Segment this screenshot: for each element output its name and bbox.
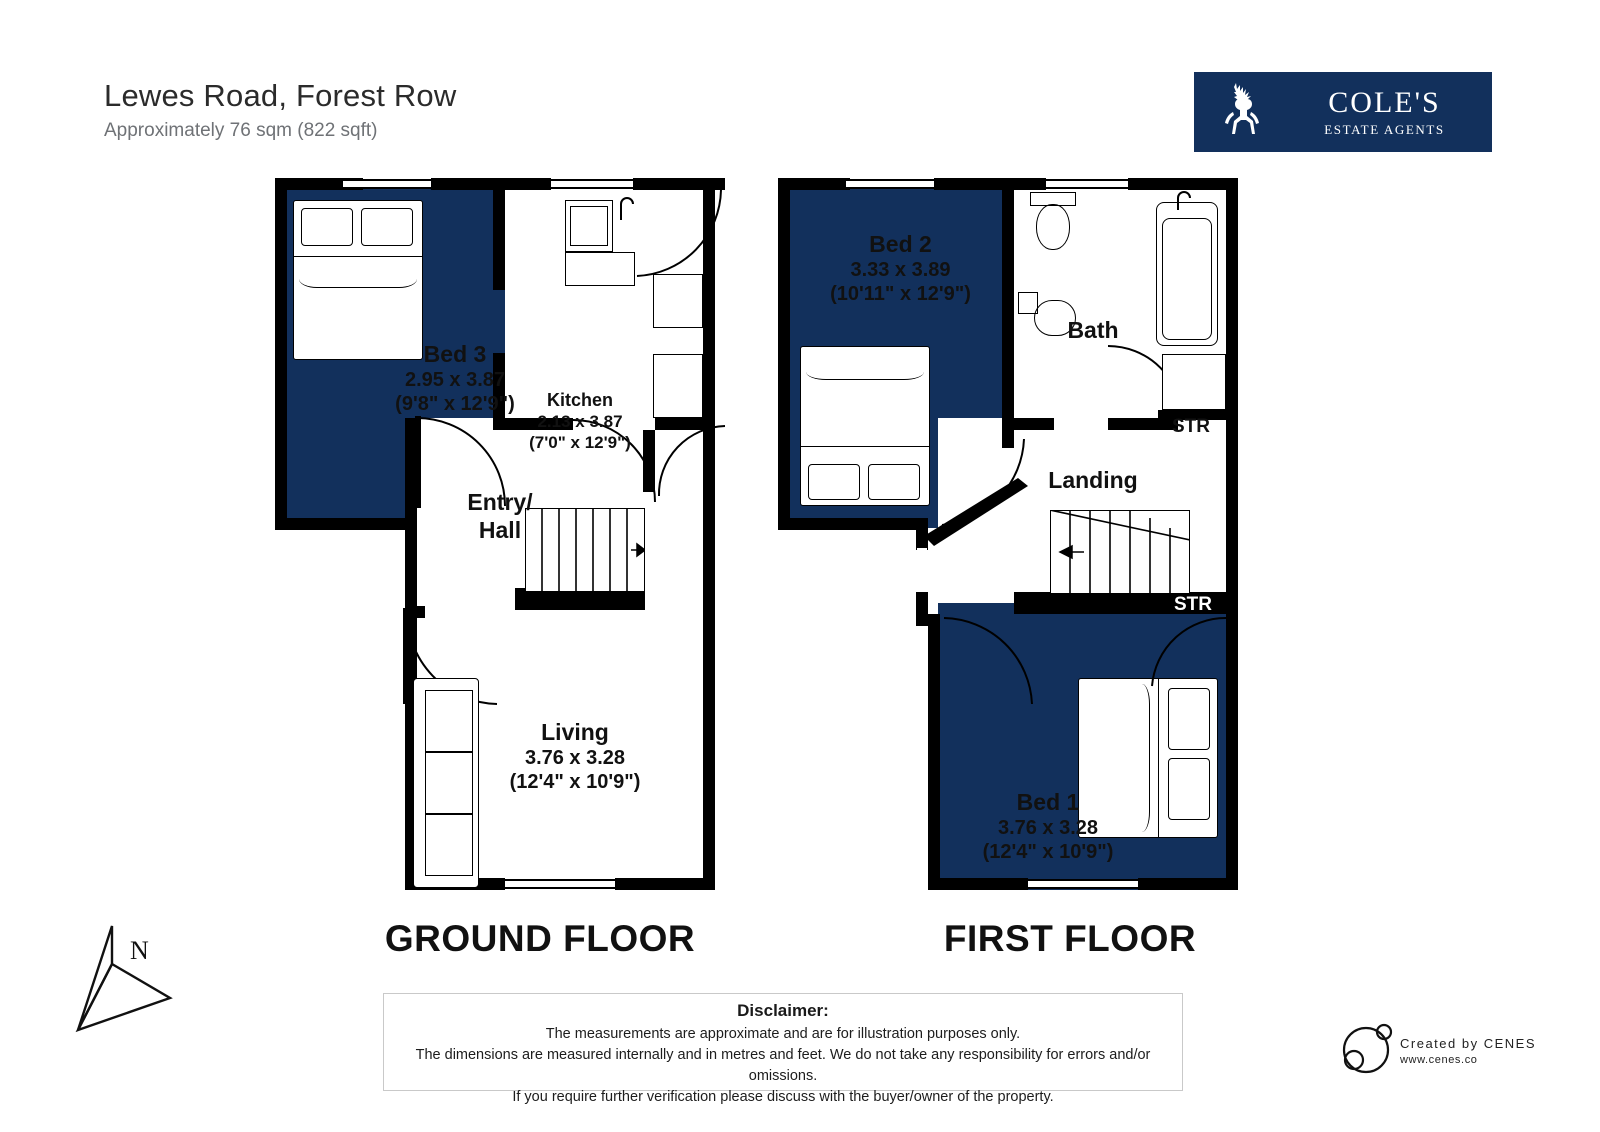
sofa-cushion-3 — [425, 814, 473, 876]
wall-landing-left-lower — [916, 592, 928, 626]
pillow-right-bed3 — [361, 208, 413, 246]
window-bath-front — [1046, 179, 1128, 189]
ground-floor-plan — [275, 178, 725, 908]
compass-letter: N — [130, 936, 149, 965]
disclaimer-box — [383, 993, 1183, 1106]
room-label-landing: Landing — [1048, 467, 1138, 493]
room-label-bed3: Bed 3 2.95 x 3.87 (9'8" x 12'9") — [395, 341, 515, 416]
pillow-bottom-bed1 — [1168, 758, 1210, 820]
kitchen-sink — [565, 252, 635, 286]
basin-counter — [1018, 292, 1038, 314]
wall-landing-bottom — [1014, 592, 1142, 614]
door-str-lower — [1148, 614, 1228, 690]
duvet-line-bed3 — [293, 256, 423, 257]
stag-icon — [1194, 81, 1289, 143]
page-subtitle: Approximately 76 sqm (822 sqft) — [104, 120, 378, 141]
room-label-bath: Bath — [1067, 317, 1119, 343]
storage-label-lower: STR — [1174, 594, 1212, 615]
brand-wordmark — [1289, 86, 1492, 138]
wall-living-bottom-right — [615, 878, 715, 890]
page-title: Lewes Road, Forest Row — [104, 78, 457, 113]
door-bed1 — [940, 614, 1036, 710]
room-label-kitchen: Kitchen 2.13 x 3.87 (7'0" x 12'9") — [529, 390, 631, 452]
room-label-living: Living 3.76 x 3.28 (12'4" x 10'9") — [509, 719, 641, 794]
pillow-right-bed2 — [868, 464, 920, 500]
wall-right-outer-first — [1226, 178, 1238, 890]
wall-bed3-bottom — [275, 518, 417, 530]
kitchen-tap-icon — [615, 194, 645, 224]
window-landing-side — [917, 546, 927, 594]
window-bed2-front — [846, 179, 934, 189]
kitchen-appliance-lines — [570, 206, 608, 246]
duvet-fold-bed2 — [806, 364, 924, 380]
wall-bed3-kitchen-divider — [493, 178, 505, 290]
window-living-rear — [505, 879, 615, 889]
duvet-fold-bed3 — [299, 270, 417, 288]
window-kitchen-front — [551, 179, 633, 189]
cenes-credit-line-1: Created by CENES — [1400, 1036, 1536, 1051]
compass-north — [70, 920, 200, 1040]
room-label-bed2: Bed 2 3.33 x 3.89 (10'11" x 12'9") — [830, 231, 971, 306]
room-label-bed1: Bed 1 3.76 x 3.28 (12'4" x 10'9") — [982, 789, 1114, 864]
cenes-logo-icon — [1338, 1020, 1396, 1078]
pillow-left-bed2 — [808, 464, 860, 500]
cenes-credit-line-2: www.cenes.co — [1400, 1054, 1478, 1066]
disclaimer-line-3: If you require further verification please discuss with the buyer/owner of the property. — [512, 1089, 1054, 1106]
wall-bath-bottom — [1014, 418, 1054, 430]
stair-treads-first — [1050, 510, 1190, 594]
wall-top-mid-first — [934, 178, 1046, 190]
wall-right-outer — [703, 178, 715, 890]
wall-top-right-first — [1128, 178, 1238, 190]
wall-top-mid — [431, 178, 551, 190]
bathtub-inner — [1162, 218, 1212, 340]
toilet — [1036, 204, 1070, 250]
cenes-credit — [1338, 1020, 1568, 1080]
wall-bed1-bottom — [928, 878, 1028, 890]
brand-name: COLE'S — [1328, 86, 1441, 119]
str-cupboard-upper — [1162, 354, 1226, 410]
first-floor-title: FIRST FLOOR — [943, 918, 1197, 959]
wall-bed1-bottom-right — [1138, 878, 1238, 890]
pillow-left-bed3 — [301, 208, 353, 246]
disclaimer-title: Disclaimer: — [737, 1001, 829, 1020]
wall-bed2-bottom — [778, 518, 928, 530]
duvet-line-bed1 — [1158, 678, 1159, 838]
bath-tap-icon — [1174, 190, 1200, 212]
window-bed1-rear — [1028, 879, 1138, 889]
disclaimer-line-2: The dimensions are measured internally and in metres and feet. We do not take any responsibility for errors and/or omissions. — [415, 1047, 1151, 1085]
room-label-entry-hall: Entry/ Hall — [467, 489, 533, 544]
toilet-cistern — [1030, 192, 1076, 206]
brand-logo — [1194, 72, 1492, 152]
first-floor-plan — [778, 178, 1248, 908]
disclaimer-line-1: The measurements are approximate and are for illustration purposes only. — [545, 1026, 1021, 1042]
wall-left-bed3 — [275, 178, 287, 530]
window-bed3-front — [343, 179, 431, 189]
ground-floor-title: GROUND FLOOR — [384, 918, 696, 959]
brand-tagline: ESTATE AGENTS — [1324, 122, 1445, 137]
kitchen-unit-1 — [653, 274, 703, 328]
duvet-line-bed2 — [800, 446, 930, 447]
pillow-top-bed1 — [1168, 688, 1210, 750]
storage-label-upper: STR — [1172, 416, 1210, 437]
